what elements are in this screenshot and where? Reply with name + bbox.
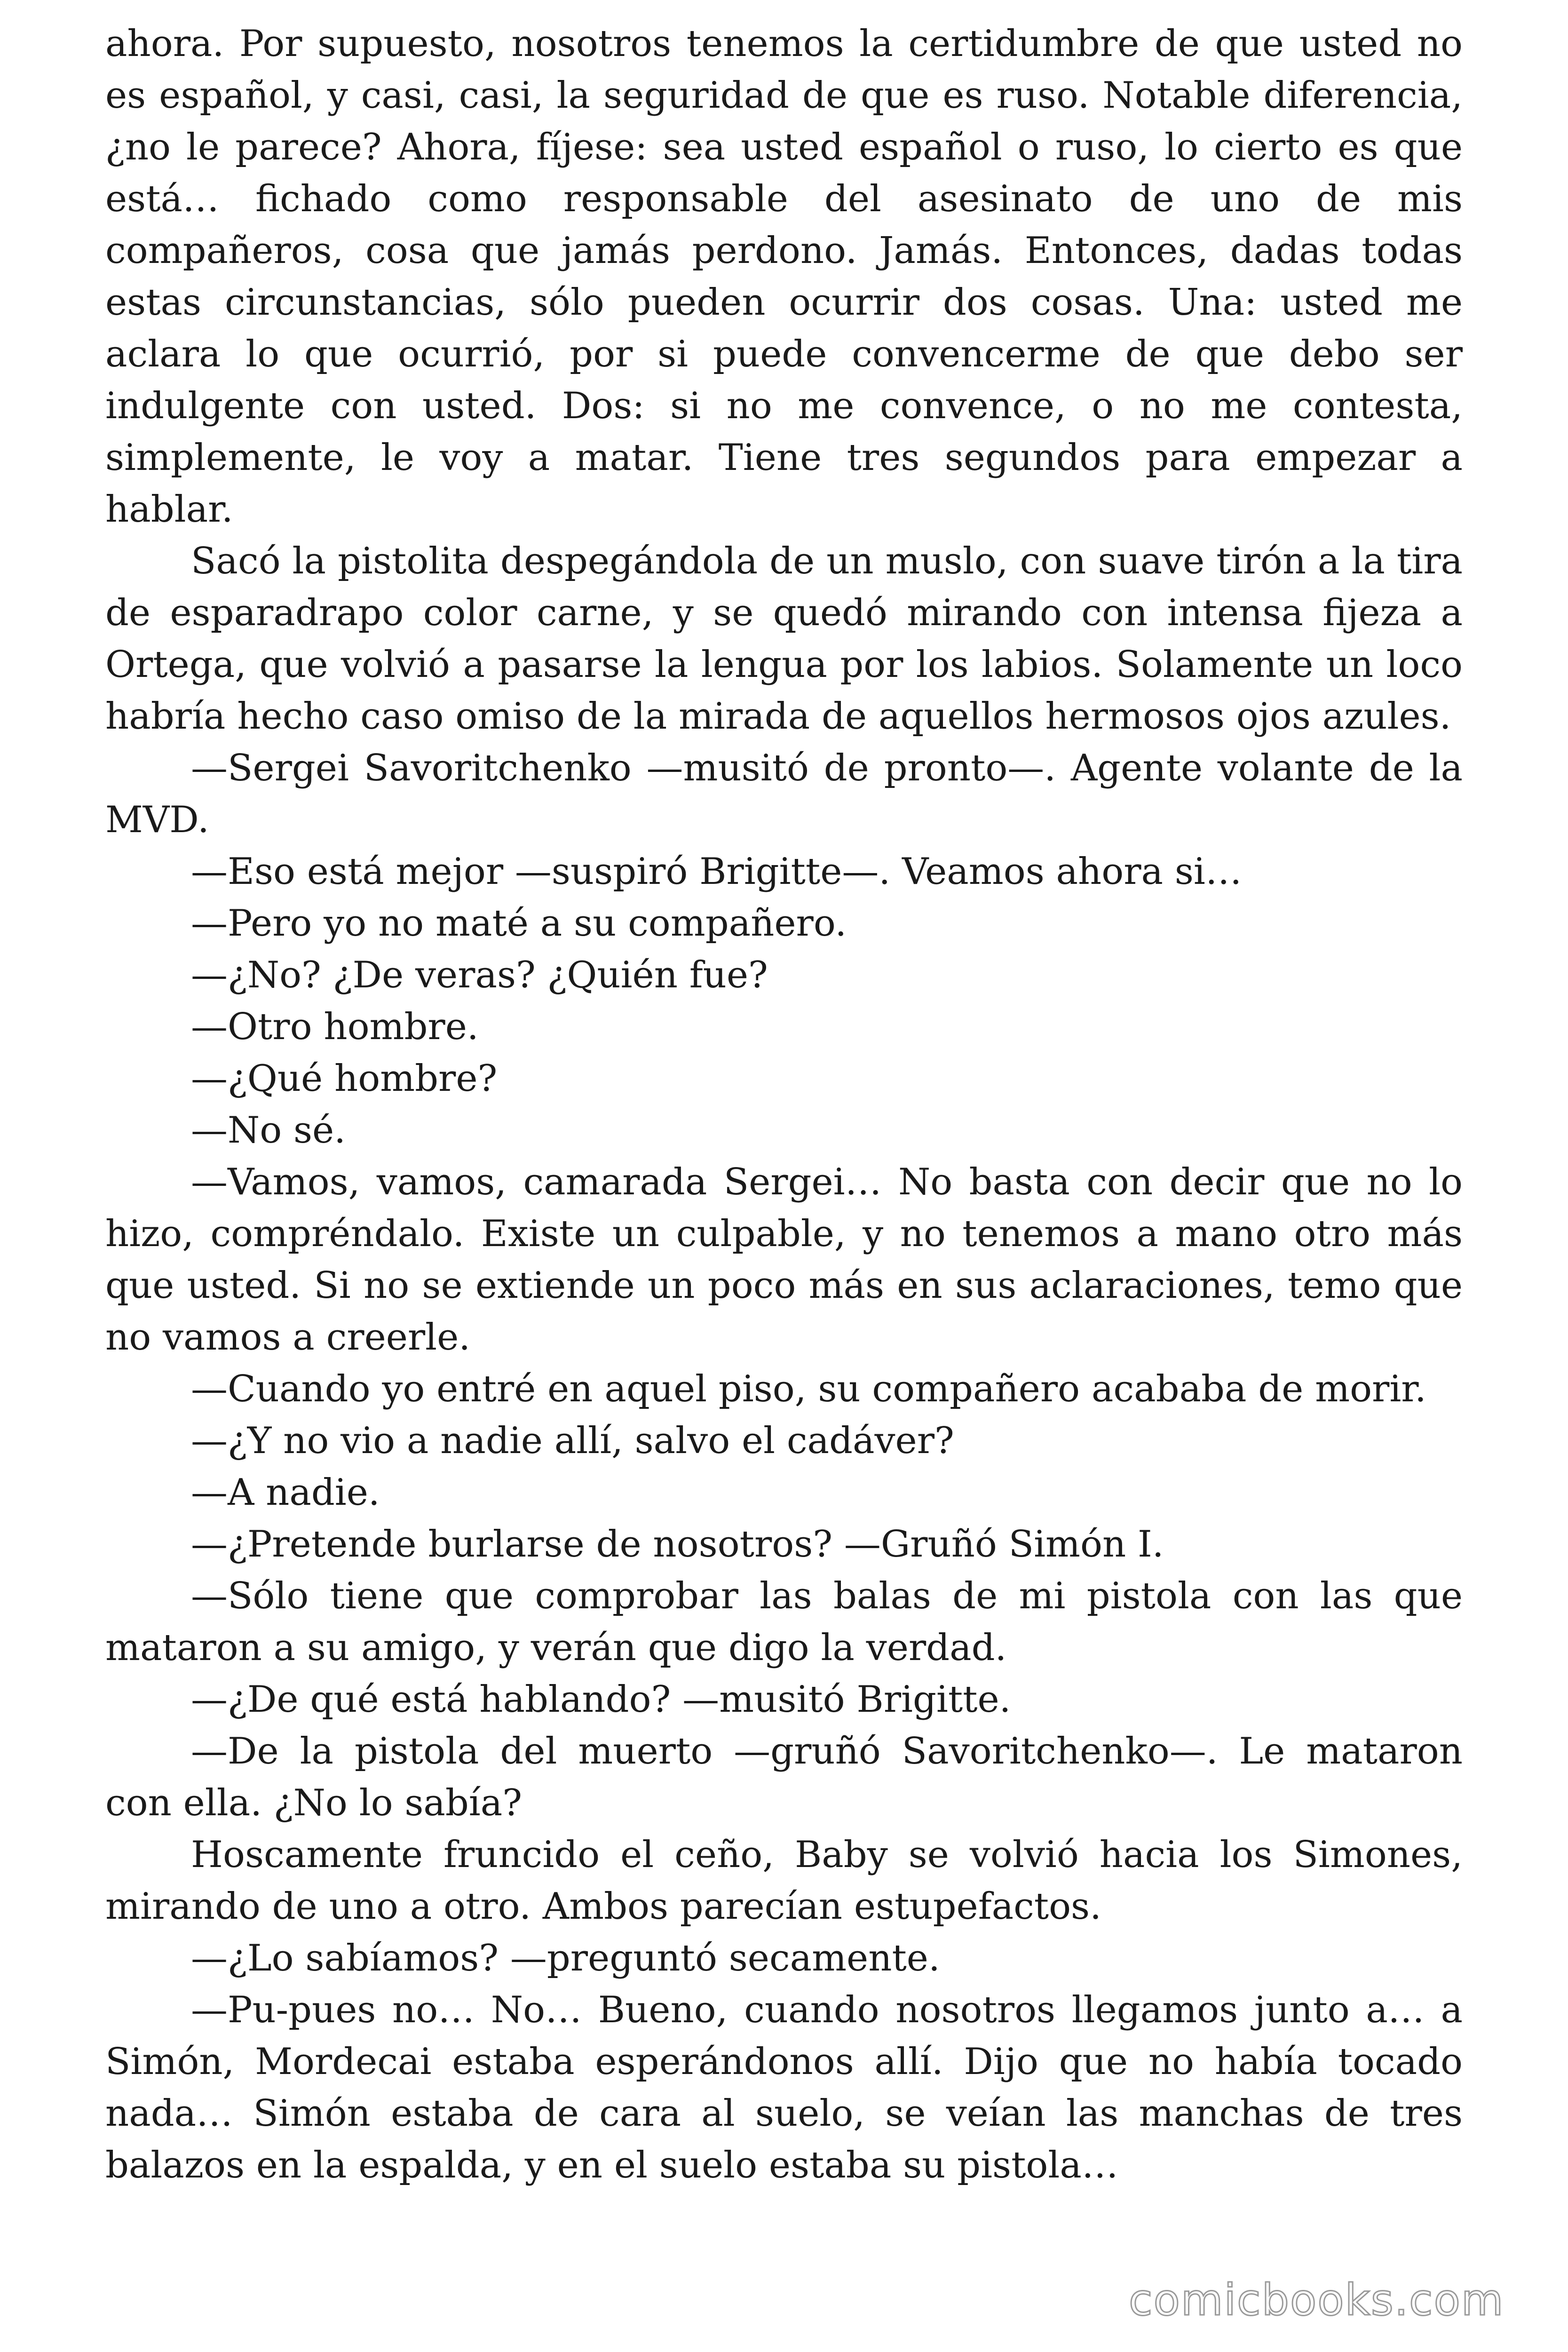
paragraph-11: —Cuando yo entré en aquel piso, su compañero acababa de morir. [191, 1368, 1426, 1410]
paragraph-8: —¿Qué hombre? [191, 1057, 498, 1100]
paragraph-7: —Otro hombre. [191, 1006, 479, 1048]
paragraph-9: —No sé. [191, 1109, 346, 1152]
paragraph-16: —¿De qué está hablando? —musitó Brigitte. [191, 1678, 1011, 1721]
paragraph-18: Hoscamente fruncido el ceño, Baby se volvió hacia los Simones, mirando de uno a otro. Ambos parecían estupefactos. [105, 1834, 1463, 1928]
watermark: comicbooks.com [1129, 2275, 1505, 2325]
paragraph-3: —Sergei Savoritchenko —musitó de pronto—. Agente volante de la MVD. [105, 747, 1463, 841]
paragraph-19: —¿Lo sabíamos? —preguntó secamente. [191, 1937, 940, 1979]
paragraph-6: —¿No? ¿De veras? ¿Quién fue? [191, 954, 768, 996]
paragraph-13: —A nadie. [191, 1471, 380, 1514]
paragraph-10: —Vamos, vamos, camarada Sergei… No basta con decir que no lo hizo, compréndalo. Existe un culpable, y no tenemos a mano otro más que usted. Si no se extiende un poco más en sus aclaraciones, temo que no vamos a creerle. [105, 1161, 1463, 1359]
paragraph-2: Sacó la pistolita despegándola de un muslo, con suave tirón a la tira de esparadrapo color carne, y se quedó mirando con intensa fijeza a Ortega, que volvió a pasarse la lengua por los labios. Solamente un loco habría hecho caso omiso de la mirada de aquellos hermosos ojos azules. [105, 540, 1463, 738]
paragraph-1: ahora. Por supuesto, nosotros tenemos la certidumbre de que usted no es español, y casi, casi, la seguridad de que es ruso. Notable diferencia, ¿no le parece? Ahora, fíjese: sea usted español o ruso, lo cierto es que está… fichado como responsable del asesinato de uno de mis compañeros, cosa que jamás perdono. Jamás. Entonces, dadas todas estas circunstancias, sólo pueden ocurrir dos cosas. Una: usted me aclara lo que ocurrió, por si puede convencerme de que debo ser indulgente con usted. Dos: si no me convence, o no me contesta, simplemente, le voy a matar. Tiene tres segundos para empezar a hablar. [105, 23, 1463, 531]
paragraph-12: —¿Y no vio a nadie allí, salvo el cadáver? [191, 1420, 954, 1462]
paragraph-4: —Eso está mejor —suspiró Brigitte—. Veamos ahora si… [191, 850, 1242, 893]
paragraph-5: —Pero yo no maté a su compañero. [191, 902, 847, 945]
paragraph-20: —Pu-pues no… No… Bueno, cuando nosotros llegamos junto a… a Simón, Mordecai estaba esperándonos allí. Dijo que no había tocado nada… Simón estaba de cara al suelo, se veían las manchas de tres balazos en la espalda, y en el suelo estaba su pistola… [105, 1989, 1463, 2186]
paragraph-17: —De la pistola del muerto —gruñó Savoritchenko—. Le mataron con ella. ¿No lo sabía? [105, 1730, 1463, 1824]
page-text [105, 18, 1463, 2191]
paragraph-14: —¿Pretende burlarse de nosotros? —Gruñó Simón I. [191, 1523, 1164, 1565]
paragraph-15: —Sólo tiene que comprobar las balas de mi pistola con las que mataron a su amigo, y verán que digo la verdad. [105, 1575, 1463, 1669]
